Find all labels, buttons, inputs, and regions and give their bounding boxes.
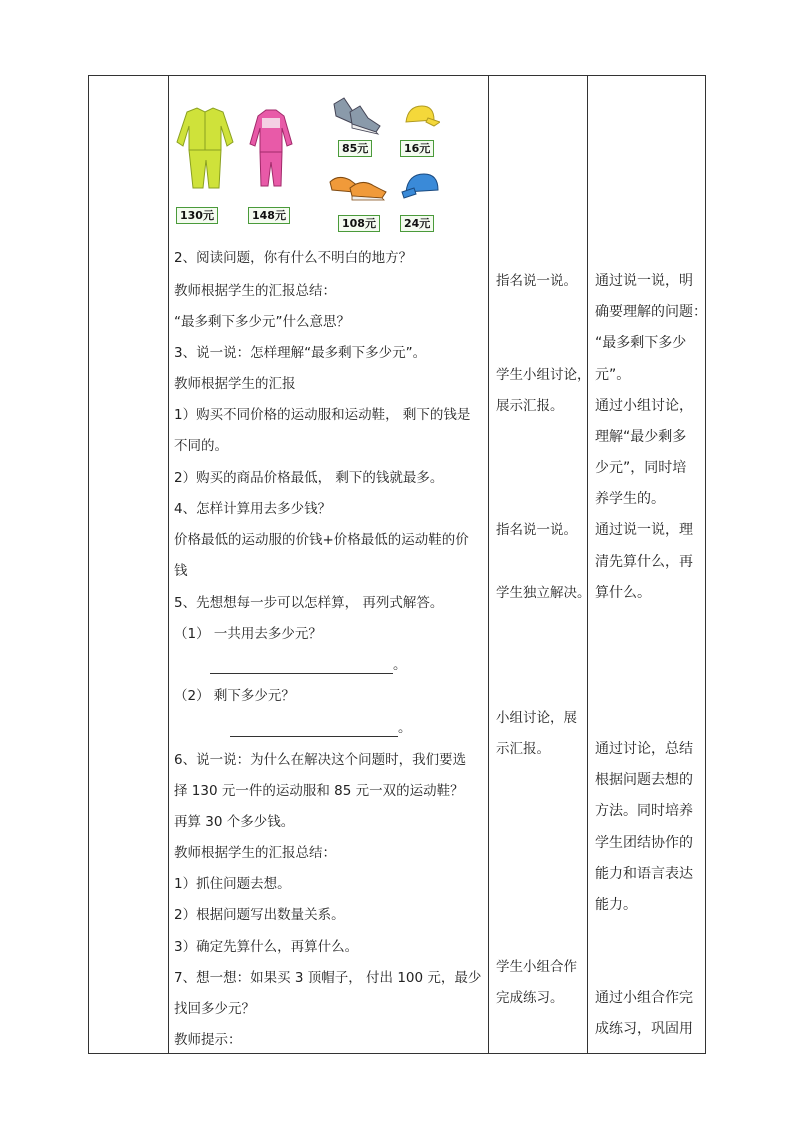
intent-line: 通过小组讨论， bbox=[595, 398, 693, 414]
orange-sneakers-image bbox=[328, 170, 388, 202]
pink-tracksuit-image bbox=[248, 108, 294, 190]
content-line: 6、说一说：为什么在解决这个问题时，我们要选 bbox=[174, 752, 467, 768]
intent-line: “最多剩下多少 bbox=[595, 335, 687, 351]
answer-blank-line: 。 bbox=[210, 656, 407, 674]
content-line: 不同的。 bbox=[174, 438, 228, 454]
intent-line: 少元”，同时培 bbox=[595, 460, 687, 476]
answer-blank[interactable] bbox=[210, 659, 393, 674]
green-tracksuit-image bbox=[173, 104, 237, 194]
design-intent-column bbox=[588, 76, 706, 1053]
content-line: 4、怎样计算用去多少钱？ bbox=[174, 501, 332, 517]
student-line: 展示汇报。 bbox=[496, 398, 564, 414]
price-tag: 130元 bbox=[176, 207, 218, 224]
price-tag: 16元 bbox=[400, 140, 434, 157]
content-line: （1） 一共用去多少元？ bbox=[174, 626, 322, 642]
price-tag: 148元 bbox=[248, 207, 290, 224]
intent-line: 元”。 bbox=[595, 367, 631, 383]
content-line: 找回多少元？ bbox=[174, 1001, 255, 1017]
intent-line: 理解“最少剩多 bbox=[595, 429, 687, 445]
student-line: 小组讨论，展 bbox=[496, 710, 577, 726]
content-line: 价格最低的运动服的价钱+价格最低的运动鞋的价 bbox=[174, 532, 469, 548]
intent-line: 清先算什么，再 bbox=[595, 554, 693, 570]
answer-blank-line: 。 bbox=[230, 719, 412, 737]
intent-line: 通过讨论，总结 bbox=[595, 741, 693, 757]
content-line: 教师根据学生的汇报总结： bbox=[174, 283, 336, 299]
intent-line: 算什么。 bbox=[595, 585, 651, 601]
content-line: 再算 30 个多少钱。 bbox=[174, 814, 295, 830]
price-tag: 108元 bbox=[338, 215, 380, 232]
content-line: 教师根据学生的汇报 bbox=[174, 376, 296, 392]
content-line: 2）购买的商品价格最低， 剩下的钱就最多。 bbox=[174, 470, 444, 486]
content-line: 5、先想想每一步可以怎样算， 再列式解答。 bbox=[174, 595, 444, 611]
student-line: 示汇报。 bbox=[496, 741, 550, 757]
intent-line: 能力和语言表达 bbox=[595, 866, 693, 882]
content-line: 1）抓住问题去想。 bbox=[174, 876, 291, 892]
blue-cap-image bbox=[400, 170, 444, 202]
content-line: 教师根据学生的汇报总结： bbox=[174, 845, 336, 861]
content-line: 钱 bbox=[174, 563, 188, 579]
content-line: 3）确定先算什么，再算什么。 bbox=[174, 939, 359, 955]
student-line: 指名说一说。 bbox=[496, 273, 577, 289]
student-line: 完成练习。 bbox=[496, 990, 564, 1006]
content-column bbox=[168, 76, 488, 1053]
content-line: 2、阅读问题，你有什么不明白的地方？ bbox=[174, 250, 413, 266]
content-line: 教师提示： bbox=[174, 1032, 242, 1048]
answer-blank[interactable] bbox=[230, 722, 398, 737]
student-line: 学生独立解决。 bbox=[496, 585, 591, 601]
content-line: 2）根据问题写出数量关系。 bbox=[174, 907, 345, 923]
price-tag: 24元 bbox=[400, 215, 434, 232]
lesson-table bbox=[88, 75, 706, 1054]
intent-line: 养学生的。 bbox=[595, 491, 665, 507]
student-line: 学生小组合作 bbox=[496, 959, 577, 975]
intent-line: 学生团结协作的 bbox=[595, 835, 693, 851]
student-line: 学生小组讨论， bbox=[496, 367, 591, 383]
yellow-cap-image bbox=[400, 102, 440, 132]
content-line: 择 130 元一件的运动服和 85 元一双的运动鞋？ bbox=[174, 783, 464, 799]
content-line: （2） 剩下多少元？ bbox=[174, 688, 295, 704]
intent-line: 通过说一说，理 bbox=[595, 522, 693, 538]
intent-line: 通过小组合作完 bbox=[595, 990, 693, 1006]
student-line: 指名说一说。 bbox=[496, 522, 577, 538]
content-line: 1）购买不同价格的运动服和运动鞋， 剩下的钱是 bbox=[174, 407, 471, 423]
content-line: 3、说一说：怎样理解“最多剩下多少元”。 bbox=[174, 345, 427, 361]
intent-line: 确要理解的问题： bbox=[595, 304, 707, 320]
intent-line: 成练习，巩固用 bbox=[595, 1021, 693, 1037]
gray-sneakers-image bbox=[330, 94, 384, 136]
price-tag: 85元 bbox=[338, 140, 372, 157]
intent-line: 通过说一说，明 bbox=[595, 273, 693, 289]
content-line: “最多剩下多少元”什么意思？ bbox=[174, 314, 350, 330]
student-activity-column bbox=[489, 76, 591, 1053]
intent-line: 根据问题去想的 bbox=[595, 772, 693, 788]
content-line: 7、想一想：如果买 3 顶帽子， 付出 100 元，最少 bbox=[174, 970, 482, 986]
intent-line: 方法。同时培养 bbox=[595, 803, 693, 819]
intent-line: 能力。 bbox=[595, 897, 637, 913]
